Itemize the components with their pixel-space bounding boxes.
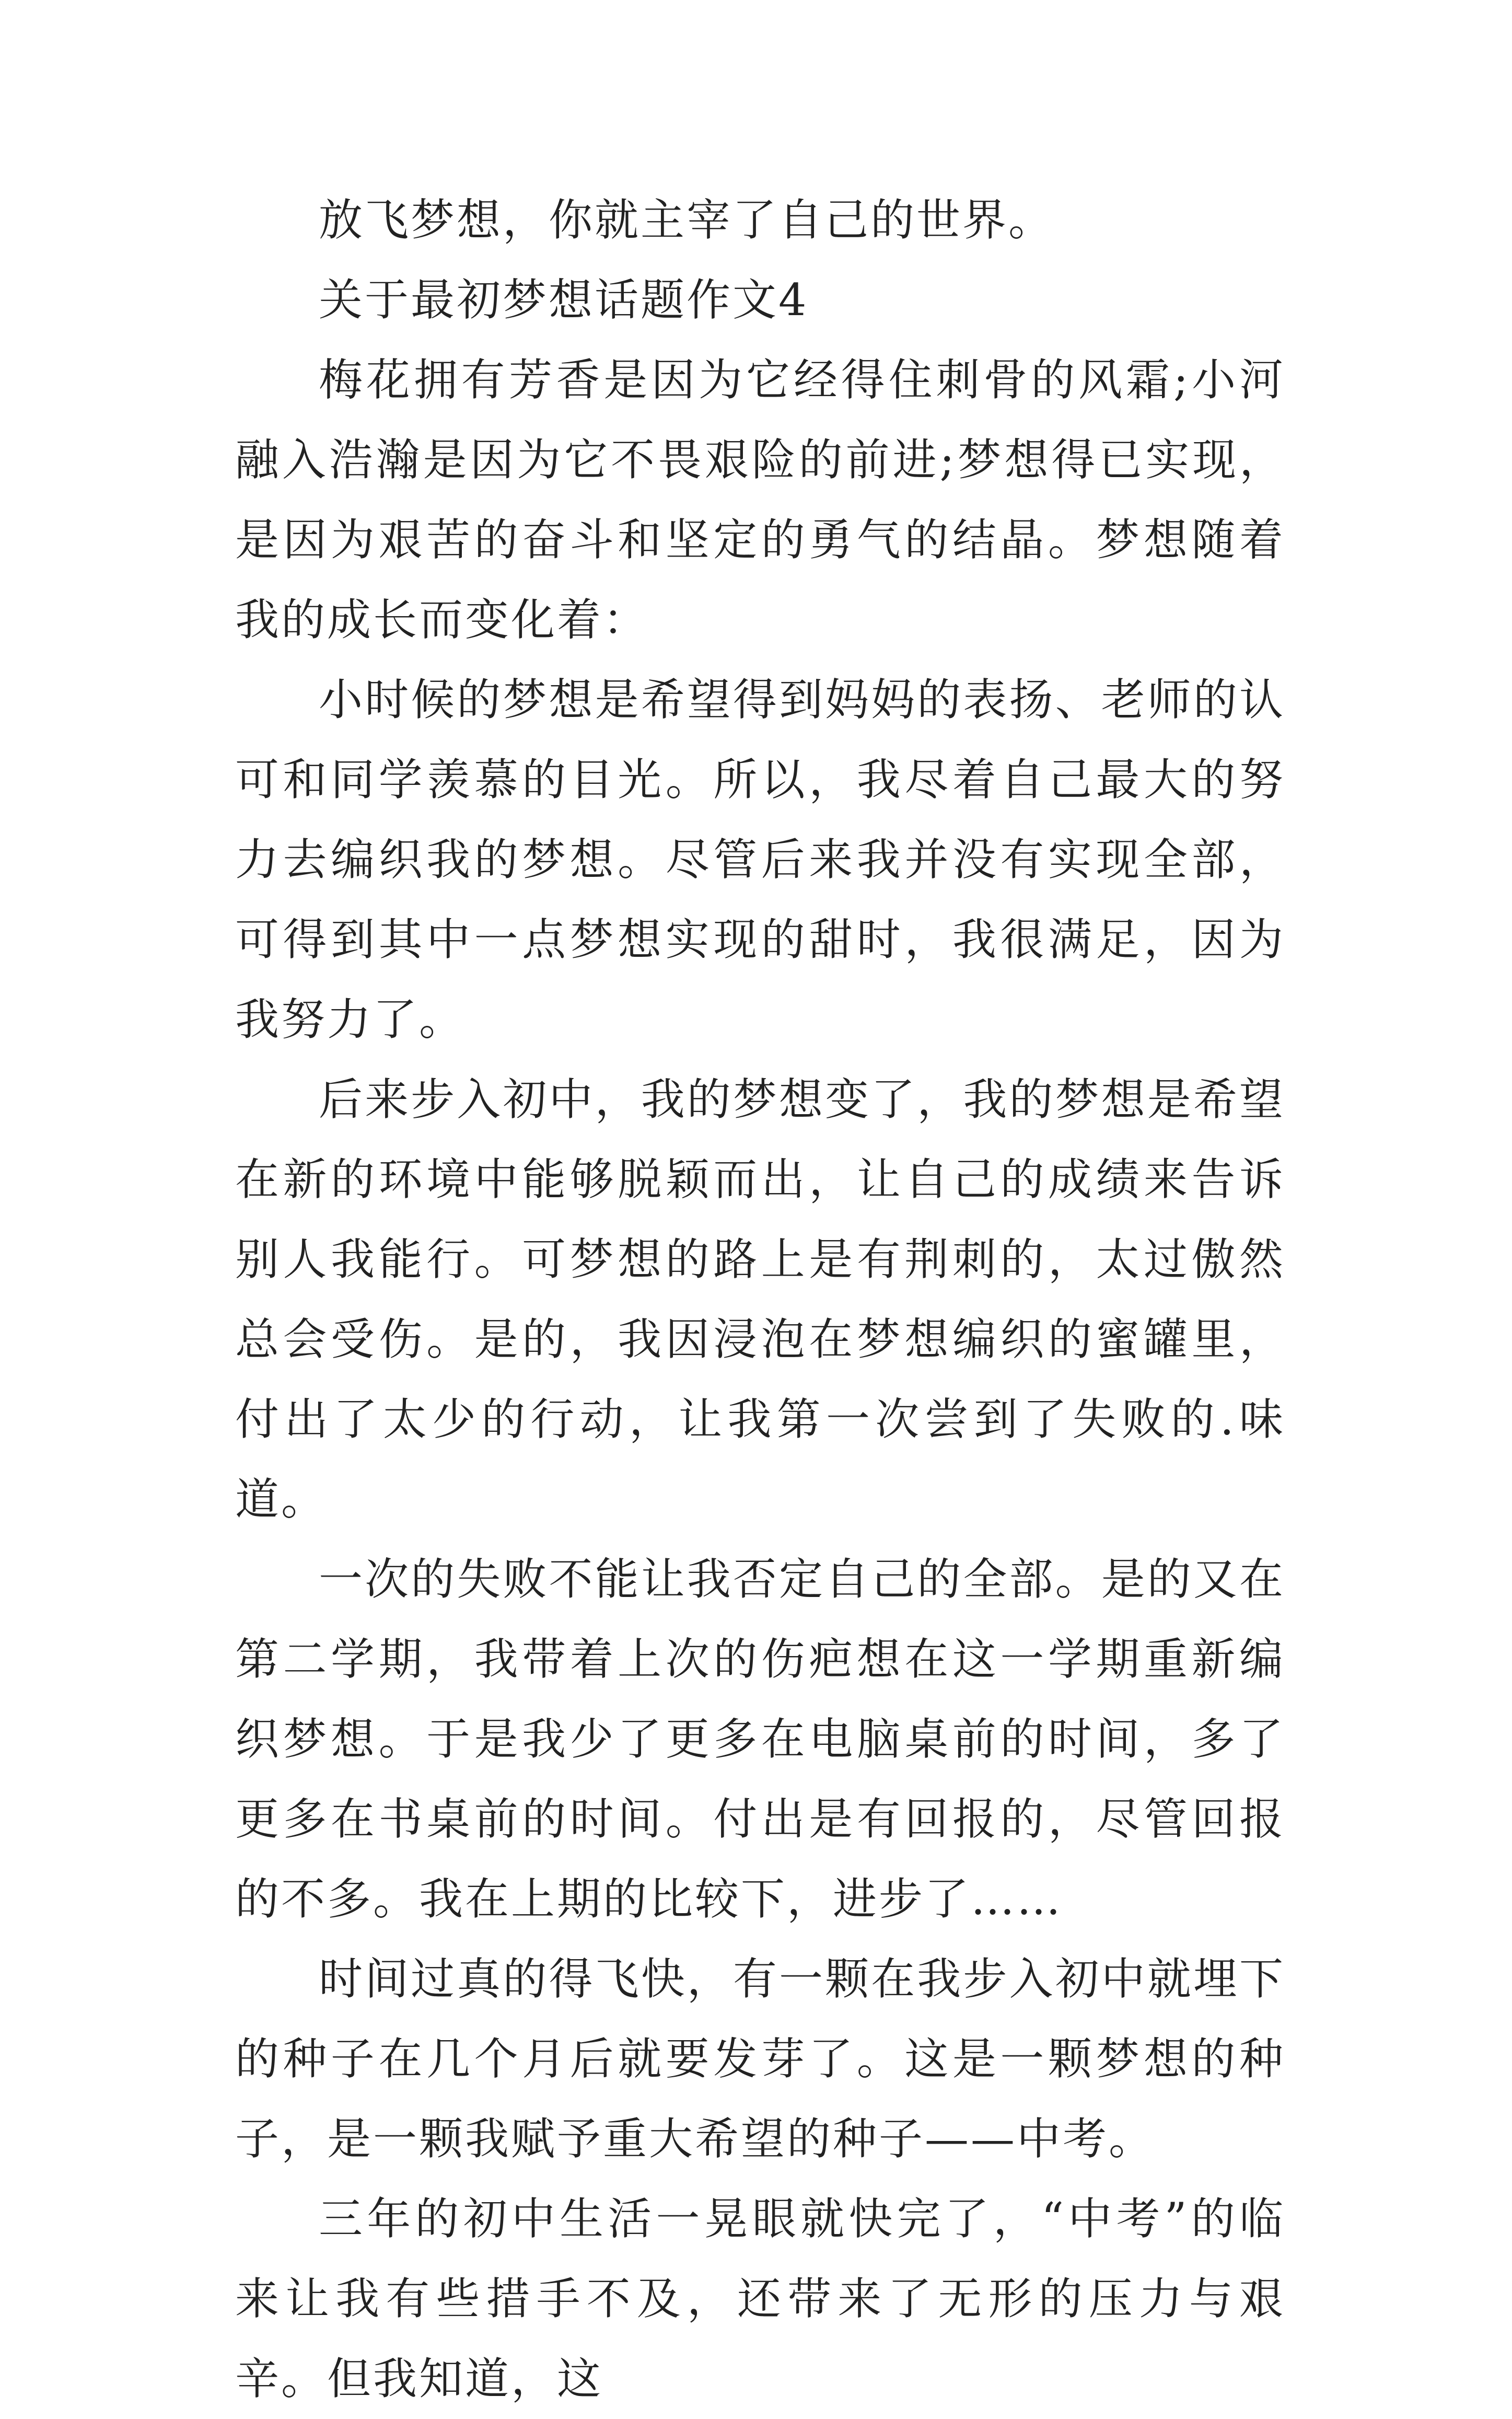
essay-title: 关于最初梦想话题作文4 (319, 274, 809, 326)
paragraph: 后来步入初中，我的梦想变了，我的梦想是希望在新的环境中能够脱颖而出，让自己的成绩来告诉别人我能行。可梦想的路上是有荆刺的，太过傲然总会受伤。是的，我因浸泡在梦想编织的蜜罐里，付出了太少的行动，让我第一次尝到了失败的.味道。 (235, 1074, 1285, 1525)
essay-body (235, 180, 1285, 2419)
paragraph: 小时候的梦想是希望得到妈妈的表扬、老师的认可和同学羡慕的目光。所以，我尽着自己最大的努力去编织我的梦想。尽管后来我并没有实现全部，可得到其中一点梦想实现的甜时，我很满足，因为我努力了。 (235, 674, 1285, 1045)
paragraph: 放飞梦想，你就主宰了自己的世界。 (319, 194, 1055, 246)
paragraph: 时间过真的得飞快，有一颗在我步入初中就埋下的种子在几个月后就要发芽了。这是一颗梦想的种子，是一颗我赋予重大希望的种子——中考。 (235, 1953, 1285, 2165)
paragraph: 一次的失败不能让我否定自己的全部。是的又在第二学期，我带着上次的伤疤想在这一学期重新编织梦想。于是我少了更多在电脑桌前的时间，多了更多在书桌前的时间。付出是有回报的，尽管回报的不多。我在上期的比较下，进步了…… (235, 1554, 1285, 1925)
paragraph: 梅花拥有芳香是因为它经得住刺骨的风霜;小河融入浩瀚是因为它不畏艰险的前进;梦想得已实现，是因为艰苦的奋斗和坚定的勇气的结晶。梦想随着我的成长而变化着： (235, 354, 1285, 645)
paragraph: 三年的初中生活一晃眼就快完了，“中考”的临来让我有些措手不及，还带来了无形的压力与艰辛。但我知道，这 (235, 2193, 1285, 2404)
